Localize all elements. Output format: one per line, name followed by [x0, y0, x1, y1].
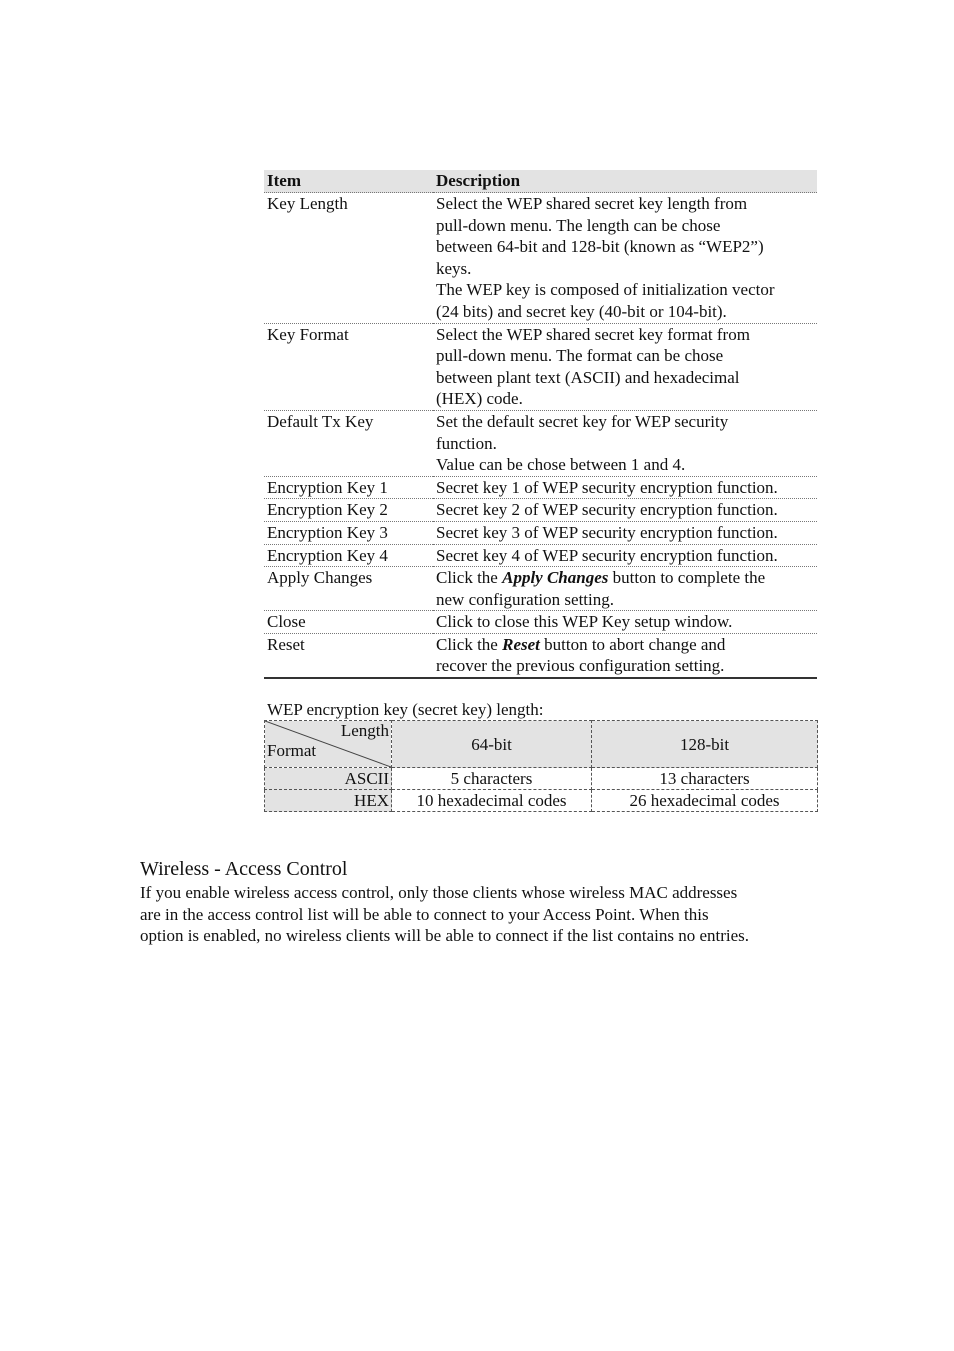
table-row: [264, 544, 817, 567]
description-line: Value can be chose between 1 and 4.: [436, 455, 686, 475]
emphasized-button-name: Apply Changes: [502, 568, 609, 588]
description-line: [436, 567, 814, 589]
section-body-line: are in the access control list will be able to connect to your Access Point. When this: [140, 904, 709, 924]
table-body: [264, 193, 817, 679]
section-body-line: If you enable wireless access control, only those clients whose wireless MAC addresses: [140, 883, 738, 902]
table-row: [264, 611, 817, 634]
table-row: [264, 499, 817, 522]
description-line: [436, 634, 814, 656]
description-cell: [433, 544, 817, 567]
corner-format-label: Format: [267, 741, 317, 760]
description-line: function.: [436, 433, 497, 453]
key-table-row-ascii: [265, 768, 818, 790]
description-cell: [433, 323, 817, 410]
key-table-header-row: [265, 721, 818, 768]
description-line: (24 bits) and secret key (40-bit or 104-bit).: [436, 301, 727, 321]
header-description: Description: [433, 170, 817, 193]
cell-hex-64: 10 hexadecimal codes: [392, 790, 592, 812]
item-cell: Close: [264, 611, 433, 634]
description-text: Click the: [436, 634, 503, 654]
description-line: pull-down menu. The length can be chose: [436, 215, 721, 235]
description-line: Set the default secret key for WEP security: [436, 411, 729, 431]
description-line: Secret key 2 of WEP security encryption function.: [436, 500, 778, 520]
item-cell: Key Length: [264, 193, 433, 324]
emphasized-button-name: Reset: [502, 634, 540, 654]
section-body-line: option is enabled, no wireless clients will be able to connect if the list contains no entries.: [140, 926, 750, 946]
description-text: button to abort change and: [539, 634, 726, 654]
cell-ascii-64: 5 characters: [392, 768, 592, 790]
item-cell: Apply Changes: [264, 567, 433, 611]
section-body: [140, 882, 830, 947]
description-line: between plant text (ASCII) and hexadecimal: [436, 367, 740, 387]
corner-cell: [265, 721, 392, 768]
section-title: Wireless - Access Control: [140, 858, 348, 880]
table-header-row: [264, 170, 817, 193]
cell-ascii-128: 13 characters: [592, 768, 818, 790]
key-length-table: [264, 720, 818, 812]
corner-length-label: Length: [340, 721, 389, 740]
description-line: Select the WEP shared secret key format from: [436, 324, 750, 344]
description-line: Click to close this WEP Key setup window.: [436, 612, 733, 632]
item-cell: Key Format: [264, 323, 433, 410]
item-cell: Encryption Key 4: [264, 544, 433, 567]
description-text: Click the: [436, 568, 503, 588]
item-cell: Reset: [264, 633, 433, 678]
key-length-caption: WEP encryption key (secret key) length:: [267, 700, 544, 719]
item-cell: Default Tx Key: [264, 410, 433, 476]
description-cell: [433, 567, 817, 611]
description-cell: [433, 193, 817, 324]
row-head-hex: HEX: [265, 790, 392, 812]
item-cell: Encryption Key 2: [264, 499, 433, 522]
table-row: [264, 410, 817, 476]
description-line: pull-down menu. The format can be chose: [436, 346, 724, 366]
table-row: [264, 476, 817, 499]
item-cell: Encryption Key 3: [264, 521, 433, 544]
description-cell: [433, 611, 817, 634]
description-line: new configuration setting.: [436, 589, 614, 609]
description-line: Secret key 1 of WEP security encryption function.: [436, 477, 778, 497]
description-line: (HEX) code.: [436, 389, 523, 409]
column-128bit: 128-bit: [592, 721, 818, 768]
description-line: Secret key 4 of WEP security encryption function.: [436, 545, 778, 565]
description-cell: [433, 633, 817, 678]
row-head-ascii: ASCII: [265, 768, 392, 790]
table-row: [264, 193, 817, 324]
description-line: recover the previous configuration setting.: [436, 656, 725, 676]
description-line: Select the WEP shared secret key length from: [436, 194, 748, 213]
cell-hex-128: 26 hexadecimal codes: [592, 790, 818, 812]
table-row: [264, 323, 817, 410]
item-cell: Encryption Key 1: [264, 476, 433, 499]
description-cell: [433, 476, 817, 499]
description-cell: [433, 499, 817, 522]
description-cell: [433, 521, 817, 544]
header-item: Item: [264, 170, 433, 193]
description-cell: [433, 410, 817, 476]
description-text: button to complete the: [608, 568, 766, 588]
description-line: Secret key 3 of WEP security encryption function.: [436, 522, 778, 542]
description-line: between 64-bit and 128-bit (known as “WEP2”): [436, 237, 764, 257]
table-row: [264, 633, 817, 678]
table-row: [264, 521, 817, 544]
wep-description-table: [264, 170, 817, 679]
description-line: The WEP key is composed of initialization vector: [436, 280, 775, 300]
description-line: keys.: [436, 258, 472, 278]
table-row: [264, 567, 817, 611]
key-table-row-hex: [265, 790, 818, 812]
column-64bit: 64-bit: [392, 721, 592, 768]
